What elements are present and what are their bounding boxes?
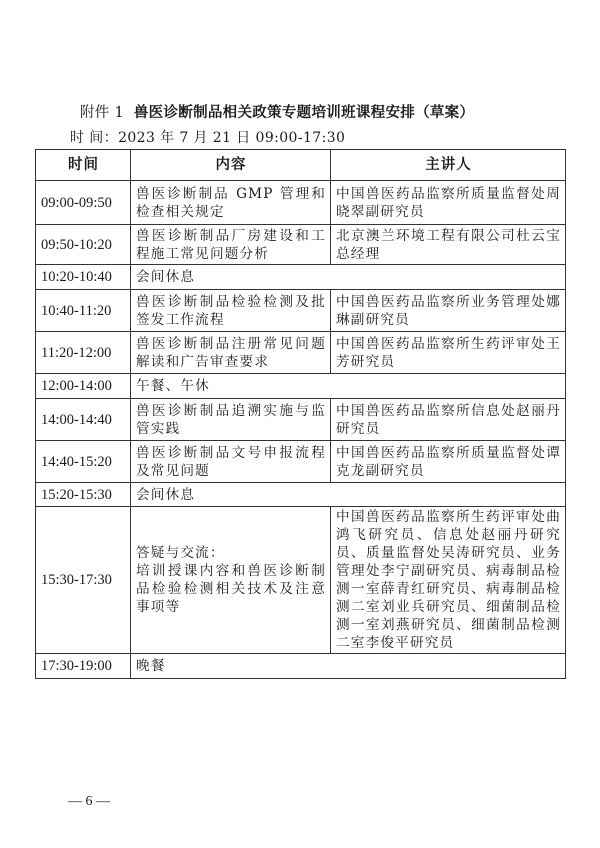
time-cell: 15:20-15:30 (36, 483, 131, 507)
content-cell: 午餐、午休 (131, 374, 566, 399)
speaker-cell: 中国兽医药品监察所业务管理处娜琳副研究员 (331, 290, 566, 332)
content-cell: 兽医诊断制品厂房建设和工程施工常见问题分析 (131, 225, 331, 265)
table-row (36, 181, 566, 225)
time-cell: 17:30-19:00 (36, 654, 131, 679)
time-cell: 10:20-10:40 (36, 265, 131, 290)
time-cell: 14:00-14:40 (36, 399, 131, 441)
time-cell: 09:00-09:50 (36, 181, 131, 225)
time-line (70, 127, 345, 147)
table-row (36, 441, 566, 483)
time-cell: 10:40-11:20 (36, 290, 131, 332)
table-row (36, 483, 566, 507)
time-label: 时 间： (70, 130, 119, 146)
content-cell (131, 507, 331, 654)
content-cell: 兽医诊断制品文号申报流程及常见问题 (131, 441, 331, 483)
speaker-cell: 中国兽医药品监察所生药评审处王芳研究员 (331, 332, 566, 374)
header-speaker: 主讲人 (331, 150, 566, 181)
table-row (36, 225, 566, 265)
time-cell: 12:00-14:00 (36, 374, 131, 399)
time-cell: 15:30-17:30 (36, 507, 131, 654)
content-cell: 兽医诊断制品 GMP 管理和检查相关规定 (131, 181, 331, 225)
table-row (36, 265, 566, 290)
time-cell: 14:40-15:20 (36, 441, 131, 483)
title-text: 兽医诊断制品相关政策专题培训班课程安排（草案） (133, 105, 475, 121)
attachment-label: 附件 1 (80, 105, 125, 121)
table-row (36, 399, 566, 441)
table-row (36, 290, 566, 332)
header-row (36, 150, 566, 181)
header-content: 内容 (131, 150, 331, 181)
table-row (36, 507, 566, 654)
content-cell: 兽医诊断制品检验检测及批签发工作流程 (131, 290, 331, 332)
header-time: 时间 (36, 150, 131, 181)
content-cell: 兽医诊断制品追溯实施与监管实践 (131, 399, 331, 441)
speaker-cell: 北京澳兰环境工程有限公司杜云宝总经理 (331, 225, 566, 265)
time-value: 2023 年 7 月 21 日 09:00-17:30 (118, 130, 346, 146)
content-cell: 会间休息 (131, 265, 566, 290)
time-cell: 09:50-10:20 (36, 225, 131, 265)
content-title: 答疑与交流： (136, 545, 225, 561)
speaker-cell: 中国兽医药品监察所质量监督处谭克龙副研究员 (331, 441, 566, 483)
table-row (36, 374, 566, 399)
time-cell: 11:20-12:00 (36, 332, 131, 374)
page-number: — 6 — (68, 794, 110, 809)
content-cell: 兽医诊断制品注册常见问题解读和广告审查要求 (131, 332, 331, 374)
table-row (36, 332, 566, 374)
content-detail: 培训授课内容和兽医诊断制品检验检测相关技术及注意事项等 (136, 563, 326, 615)
speaker-cell: 中国兽医药品监察所信息处赵丽丹研究员 (331, 399, 566, 441)
content-cell: 晚餐 (131, 654, 566, 679)
content-cell: 会间休息 (131, 483, 566, 507)
table-row (36, 654, 566, 679)
speaker-cell: 中国兽医药品监察所质量监督处周晓翠副研究员 (331, 181, 566, 225)
schedule-table (35, 149, 566, 679)
document-title (80, 101, 560, 122)
speaker-cell: 中国兽医药品监察所生药评审处曲鸿飞研究员、信息处赵丽丹研究员、质量监督处吴涛研究员、业务管理处李宁副研究员、病毒制品检测一室薛青红研究员、病毒制品检测二室刘业兵研究员、细菌制品检测一室刘燕研究员、细菌制品检测二室李俊平研究员 (331, 507, 566, 654)
